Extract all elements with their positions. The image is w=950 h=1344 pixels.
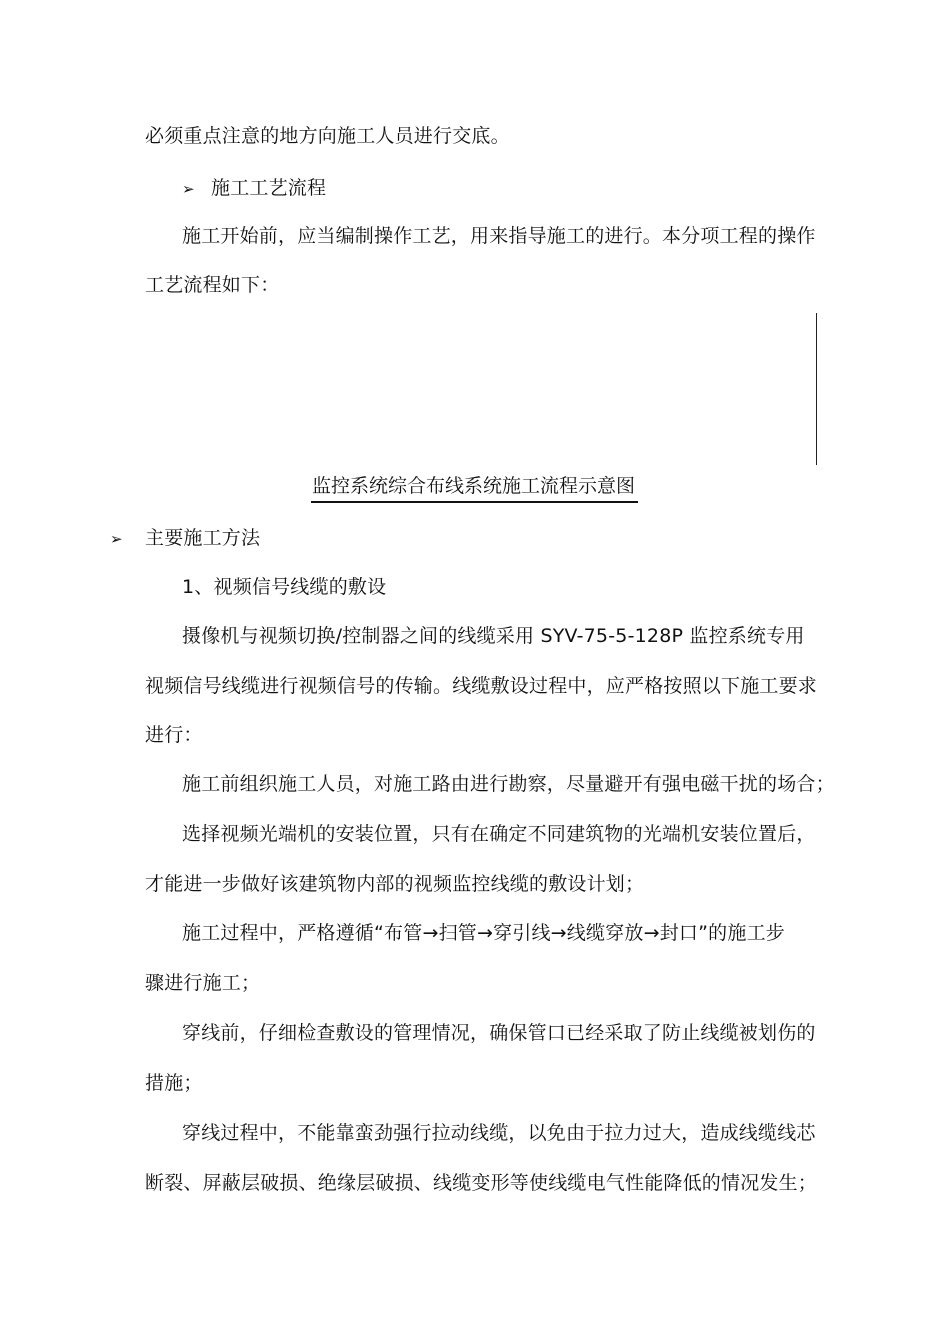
bullet-arrow-icon: ➢ bbox=[182, 180, 195, 198]
figure-border-line bbox=[816, 313, 817, 465]
paragraph-line: 必须重点注意的地方向施工人员进行交底。 bbox=[145, 125, 510, 147]
paragraph-line: 才能进一步做好该建筑物内部的视频监控线缆的敷设计划； bbox=[145, 873, 645, 895]
paragraph-line: 视频信号线缆进行视频信号的传输。线缆敷设过程中，应严格按照以下施工要求 bbox=[145, 675, 818, 697]
figure-caption: 监控系统综合布线系统施工流程示意图 bbox=[312, 475, 636, 497]
paragraph-line: 断裂、屏蔽层破损、绝缘层破损、线缆变形等使线缆电气性能降低的情况发生； bbox=[145, 1172, 818, 1194]
flow-heading: 施工工艺流程 bbox=[211, 177, 327, 199]
paragraph-line: 穿线前，仔细检查敷设的管理情况，确保管口已经采取了防止线缆被划伤的 bbox=[182, 1022, 816, 1044]
paragraph-line: 措施； bbox=[145, 1072, 203, 1094]
paragraph-line: 进行： bbox=[145, 724, 203, 746]
paragraph-line: 骤进行施工； bbox=[145, 972, 261, 994]
paragraph-line: 施工前组织施工人员，对施工路由进行勘察，尽量避开有强电磁干扰的场合； bbox=[182, 773, 835, 795]
paragraph-line: 工艺流程如下： bbox=[145, 274, 280, 296]
subsection-heading: 1、视频信号线缆的敷设 bbox=[182, 576, 387, 598]
paragraph-line: 施工过程中，严格遵循“布管→扫管→穿引线→线缆穿放→封口”的施工步 bbox=[182, 922, 785, 944]
paragraph-line: 施工开始前，应当编制操作工艺，用来指导施工的进行。本分项工程的操作 bbox=[182, 225, 816, 247]
caption-underline bbox=[311, 501, 638, 503]
paragraph-line: 穿线过程中，不能靠蛮劲强行拉动线缆，以免由于拉力过大，造成线缆线芯 bbox=[182, 1122, 816, 1144]
section-heading: 主要施工方法 bbox=[145, 527, 261, 549]
paragraph-line: 摄像机与视频切换/控制器之间的线缆采用 SYV-75-5-128P 监控系统专用 bbox=[182, 625, 805, 647]
paragraph-line: 选择视频光端机的安装位置，只有在确定不同建筑物的光端机安装位置后， bbox=[182, 823, 816, 845]
bullet-arrow-icon: ➢ bbox=[110, 530, 123, 548]
